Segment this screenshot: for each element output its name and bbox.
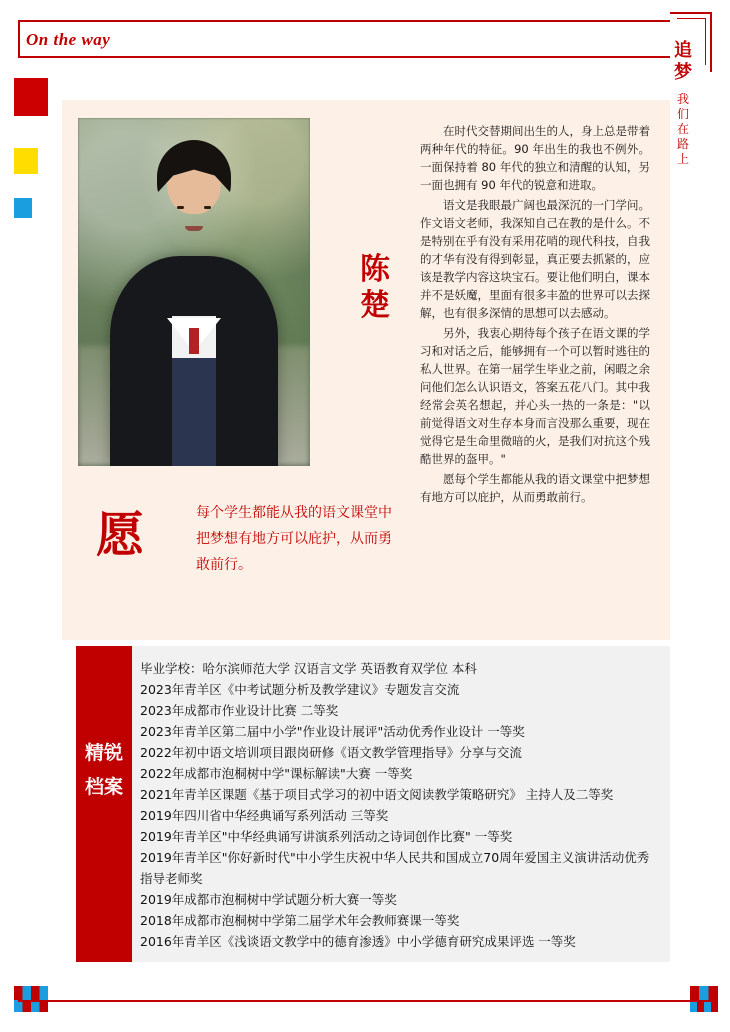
portrait-body	[110, 256, 278, 466]
top-divider-inner	[18, 56, 670, 58]
archive-item: 2023年青羊区第二届中小学"作业设计展评"活动优秀作业设计 一等奖	[140, 724, 525, 739]
archive-item: 毕业学校：哈尔滨师范大学 汉语言文学 英语教育双学位 本科	[140, 661, 477, 676]
article-paragraph: 另外，我衷心期待每个孩子在语文课的学习和对话之后，能够拥有一个可以暂时逃往的私人世界。在第一届学生毕业之前，闲暇之余问他们怎么认识语文，答案五花八门。其中我经常会英名想起，并心头一热的一条是："以前觉得语文对生存本身而言没那么重要，现在觉得它是生命里微暗的火，是我们对抗这个残酷世界的盔甲。"	[420, 326, 650, 466]
top-left-tick	[18, 20, 20, 58]
article-paragraph: 在时代交替期间出生的人，身上总是带着两种年代的特征。90 年出生的我也不例外。一面保持着 80 年代的独立和清醒的认知，另一面也拥有 90 年代的锐意和进取。	[420, 124, 650, 192]
archive-item: 2018年成都市泡桐树中学第二届学术年会教师赛课一等奖	[140, 913, 460, 928]
vertical-subtitle: 我们在路上	[676, 92, 689, 166]
archive-item: 2019年成都市泡桐树中学试题分析大赛一等奖	[140, 892, 397, 907]
article-paragraph: 愿每个学生都能从我的语文课堂中把梦想有地方可以庇护，从而勇敢前行。	[420, 472, 650, 504]
archive-item: 2019年青羊区"中华经典诵写讲演系列活动之诗词创作比赛" 一等奖	[140, 829, 513, 844]
banner-title: On the way	[26, 30, 111, 49]
archive-item: 2023年青羊区《中考试题分析及教学建议》专题发言交流	[140, 682, 460, 697]
archive-item: 2022年初中语文培训项目跟岗研修《语文教学管理指导》分享与交流	[140, 745, 522, 760]
checker-decor-left	[14, 986, 48, 1000]
top-divider-outer	[18, 20, 670, 22]
vertical-title: 追梦	[674, 40, 692, 83]
archive-item: 2022年成都市泡桐树中学"课标解读"大赛 一等奖	[140, 766, 413, 781]
decor-chip-blue	[14, 198, 32, 218]
bottom-divider	[18, 1000, 712, 1002]
portrait-eye-left	[177, 206, 184, 209]
archive-label: 精锐档案	[76, 646, 132, 962]
portrait-eye-right	[204, 206, 211, 209]
checker-decor-right	[690, 986, 718, 1000]
teacher-name: 陈楚	[360, 252, 390, 323]
archive-item: 2019年青羊区"你好新时代"中小学生庆祝中华人民共和国成立70周年爱国主义演讲活动优秀指导老师奖	[140, 850, 650, 886]
article-paragraph: 语文是我眼最广阔也最深沉的一门学问。作文语文老师，我深知自己在教的是什么。不是特别在乎有没有采用花哨的现代科技，自我的才华有没有得到彰显，真正要去抓紧的，应该是教学内容这块宝石。要让他们明白，课本并不是妖魔，里面有很多丰盈的世界可以去探解，也有很多深情的思想可以去感动。	[420, 198, 650, 320]
portrait-mouth	[185, 226, 203, 231]
decor-chip-yellow	[14, 148, 38, 174]
portrait-tie	[189, 328, 199, 354]
archive-item: 2016年青羊区《浅谈语文教学中的德育渗透》中小学德育研究成果评选 一等奖	[140, 934, 576, 949]
archive-item: 2019年四川省中华经典诵写系列活动 三等奖	[140, 808, 389, 823]
decor-chip-red	[14, 78, 48, 116]
archive-item: 2021年青羊区课题《基于项目式学习的初中语文阅读教学策略研究》 主持人及二等奖	[140, 787, 614, 802]
archive-item: 2023年成都市作业设计比赛 二等奖	[140, 703, 339, 718]
wish-character: 愿	[96, 507, 145, 563]
archive-list	[140, 658, 658, 952]
portrait-photo	[78, 118, 310, 466]
article-body	[420, 122, 650, 508]
wish-text: 每个学生都能从我的语文课堂中把梦想有地方可以庇护，从而勇敢前行。	[196, 505, 392, 573]
